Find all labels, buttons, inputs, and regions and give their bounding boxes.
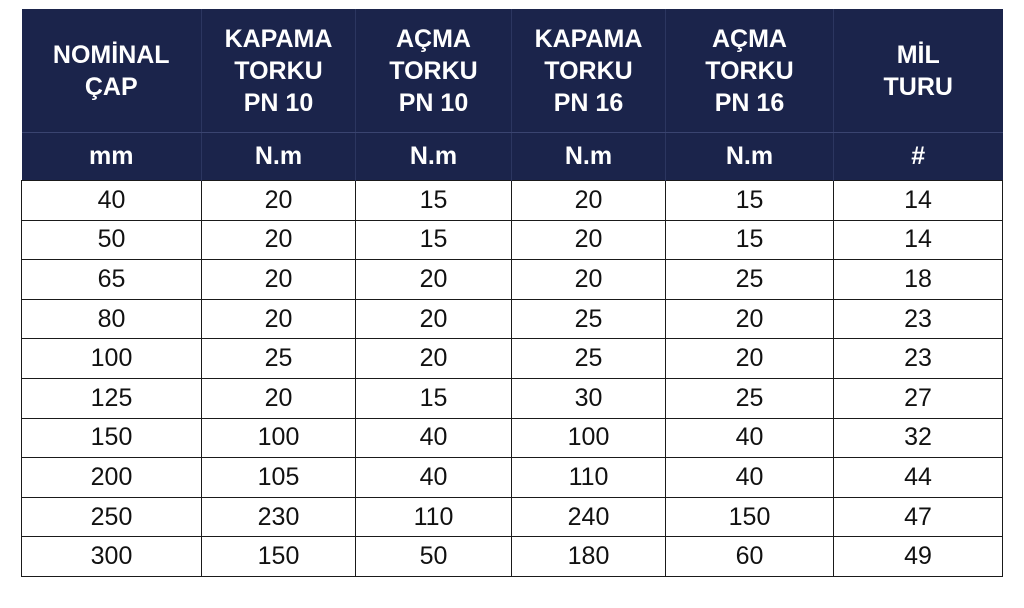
header-nominal-diameter: NOMİNAL ÇAP — [22, 9, 202, 133]
cell-shaft-turns: 47 — [834, 497, 1003, 537]
table-row — [22, 299, 1003, 339]
cell-shaft-turns: 32 — [834, 418, 1003, 458]
cell-closing-torque-pn10: 20 — [202, 181, 356, 221]
cell-opening-torque-pn16: 150 — [666, 497, 834, 537]
table-row — [22, 181, 1003, 221]
unit-opening-torque-pn10: N.m — [356, 133, 512, 181]
unit-closing-torque-pn10: N.m — [202, 133, 356, 181]
cell-closing-torque-pn10: 25 — [202, 339, 356, 379]
header-opening-torque-pn16: AÇMA TORKU PN 16 — [666, 9, 834, 133]
cell-opening-torque-pn10: 40 — [356, 458, 512, 498]
cell-opening-torque-pn10: 110 — [356, 497, 512, 537]
cell-nominal-diameter: 50 — [22, 220, 202, 260]
cell-shaft-turns: 27 — [834, 378, 1003, 418]
cell-closing-torque-pn10: 20 — [202, 260, 356, 300]
cell-closing-torque-pn10: 150 — [202, 537, 356, 577]
header-title-row — [22, 9, 1003, 133]
cell-nominal-diameter: 40 — [22, 181, 202, 221]
cell-opening-torque-pn16: 40 — [666, 458, 834, 498]
table-row — [22, 497, 1003, 537]
unit-nominal-diameter: mm — [22, 133, 202, 181]
cell-shaft-turns: 14 — [834, 220, 1003, 260]
table-row — [22, 220, 1003, 260]
cell-closing-torque-pn16: 25 — [512, 339, 666, 379]
unit-shaft-turns: # — [834, 133, 1003, 181]
table-body — [22, 181, 1003, 577]
cell-opening-torque-pn16: 25 — [666, 260, 834, 300]
cell-closing-torque-pn16: 180 — [512, 537, 666, 577]
header-shaft-turns: MİL TURU — [834, 9, 1003, 133]
cell-shaft-turns: 14 — [834, 181, 1003, 221]
cell-closing-torque-pn16: 20 — [512, 220, 666, 260]
cell-closing-torque-pn10: 20 — [202, 220, 356, 260]
cell-opening-torque-pn10: 40 — [356, 418, 512, 458]
cell-closing-torque-pn10: 105 — [202, 458, 356, 498]
cell-opening-torque-pn10: 15 — [356, 378, 512, 418]
cell-opening-torque-pn10: 20 — [356, 339, 512, 379]
cell-closing-torque-pn16: 100 — [512, 418, 666, 458]
cell-closing-torque-pn16: 25 — [512, 299, 666, 339]
unit-closing-torque-pn16: N.m — [512, 133, 666, 181]
cell-nominal-diameter: 80 — [22, 299, 202, 339]
table-row — [22, 339, 1003, 379]
cell-closing-torque-pn16: 20 — [512, 181, 666, 221]
header-opening-torque-pn10: AÇMA TORKU PN 10 — [356, 9, 512, 133]
cell-opening-torque-pn16: 15 — [666, 220, 834, 260]
torque-spec-table — [21, 9, 1003, 577]
cell-closing-torque-pn10: 20 — [202, 299, 356, 339]
cell-opening-torque-pn10: 15 — [356, 181, 512, 221]
cell-nominal-diameter: 125 — [22, 378, 202, 418]
table-row — [22, 537, 1003, 577]
cell-shaft-turns: 23 — [834, 339, 1003, 379]
header-closing-torque-pn16: KAPAMA TORKU PN 16 — [512, 9, 666, 133]
cell-shaft-turns: 44 — [834, 458, 1003, 498]
cell-nominal-diameter: 300 — [22, 537, 202, 577]
cell-closing-torque-pn10: 230 — [202, 497, 356, 537]
cell-closing-torque-pn16: 240 — [512, 497, 666, 537]
cell-opening-torque-pn16: 40 — [666, 418, 834, 458]
cell-shaft-turns: 23 — [834, 299, 1003, 339]
table-header — [22, 9, 1003, 181]
table-row — [22, 418, 1003, 458]
cell-opening-torque-pn10: 20 — [356, 260, 512, 300]
cell-closing-torque-pn10: 100 — [202, 418, 356, 458]
cell-nominal-diameter: 200 — [22, 458, 202, 498]
cell-opening-torque-pn10: 15 — [356, 220, 512, 260]
cell-opening-torque-pn10: 50 — [356, 537, 512, 577]
cell-closing-torque-pn16: 110 — [512, 458, 666, 498]
cell-closing-torque-pn16: 30 — [512, 378, 666, 418]
cell-nominal-diameter: 150 — [22, 418, 202, 458]
cell-opening-torque-pn16: 20 — [666, 299, 834, 339]
cell-closing-torque-pn16: 20 — [512, 260, 666, 300]
table-row — [22, 260, 1003, 300]
cell-shaft-turns: 49 — [834, 537, 1003, 577]
cell-nominal-diameter: 250 — [22, 497, 202, 537]
cell-opening-torque-pn10: 20 — [356, 299, 512, 339]
cell-opening-torque-pn16: 25 — [666, 378, 834, 418]
cell-shaft-turns: 18 — [834, 260, 1003, 300]
header-closing-torque-pn10: KAPAMA TORKU PN 10 — [202, 9, 356, 133]
table-row — [22, 458, 1003, 498]
header-unit-row — [22, 133, 1003, 181]
table-row — [22, 378, 1003, 418]
cell-opening-torque-pn16: 60 — [666, 537, 834, 577]
cell-nominal-diameter: 65 — [22, 260, 202, 300]
unit-opening-torque-pn16: N.m — [666, 133, 834, 181]
cell-nominal-diameter: 100 — [22, 339, 202, 379]
cell-closing-torque-pn10: 20 — [202, 378, 356, 418]
cell-opening-torque-pn16: 15 — [666, 181, 834, 221]
cell-opening-torque-pn16: 20 — [666, 339, 834, 379]
